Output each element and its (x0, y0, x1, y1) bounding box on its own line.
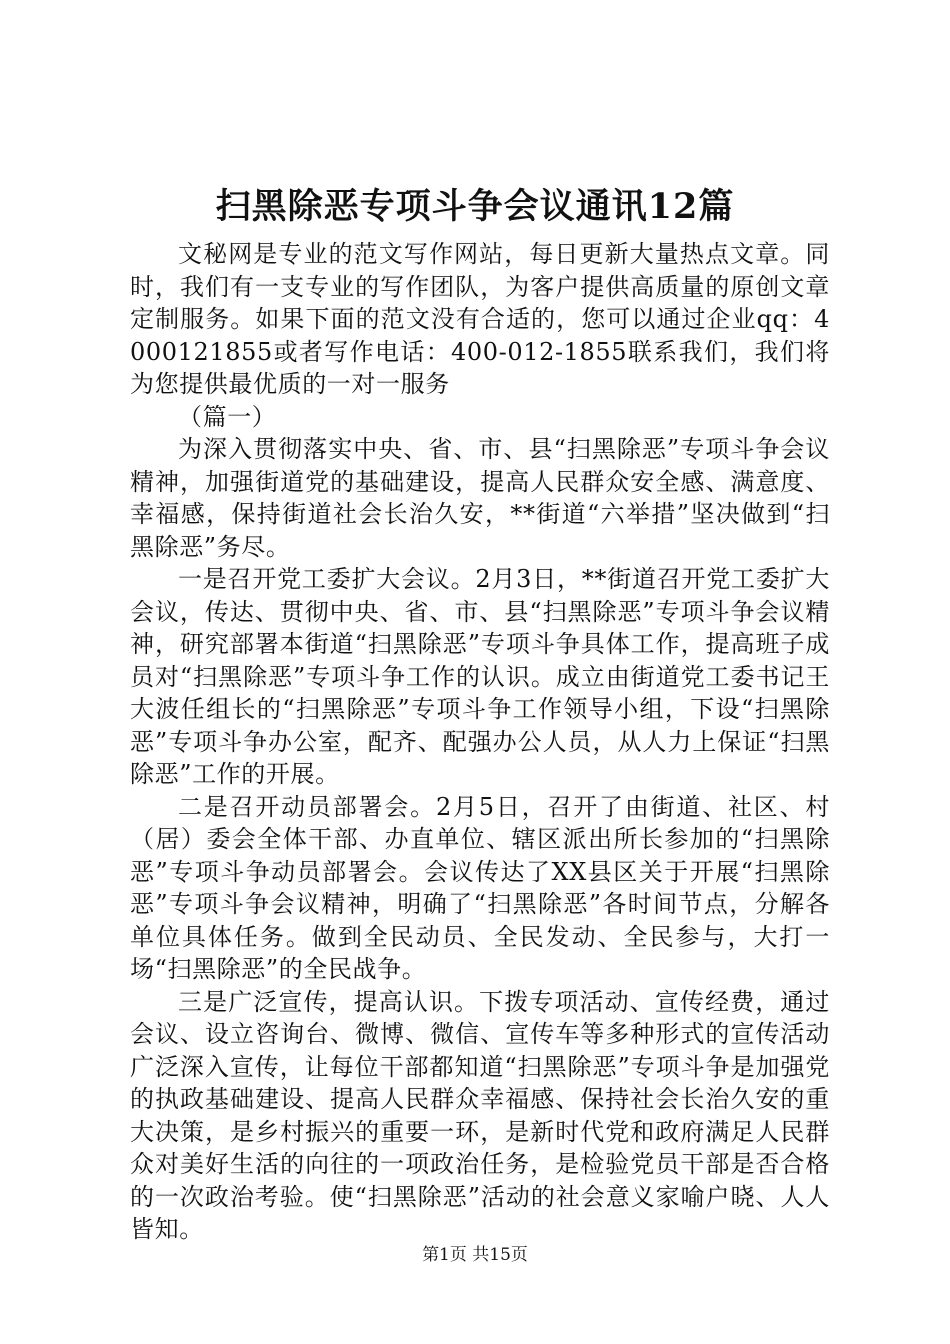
body-paragraph: 一是召开党工委扩大会议。2月3日，**街道召开党工委扩大会议，传达、贯彻中央、省、市、县“扫黑除恶”专项斗争会议精神，研究部署本街道“扫黑除恶”专项斗争具体工作，提高班子成员对“扫黑除恶”专项斗争工作的认识。成立由街道党工委书记王大波任组长的“扫黑除恶”专项斗争工作领导小组，下设“扫黑除恶”专项斗争办公室，配齐、配强办公人员，从人力上保证“扫黑除恶”工作的开展。 (130, 565, 830, 788)
body-paragraph: 三是广泛宣传，提高认识。下拨专项活动、宣传经费，通过会议、设立咨询台、微博、微信、宣传车等多种形式的宣传活动广泛深入宣传，让每位干部都知道“扫黑除恶”专项斗争是加强党的执政基础建设、提高人民群众幸福感、保持社会长治久安的重大决策，是乡村振兴的重要一环，是新时代党和政府满足人民群众对美好生活的向往的一项政治任务，是检验党员干部是否合格的一次政治考验。使“扫黑除恶”活动的社会意义家喻户晓、人人皆知。 (130, 987, 830, 1243)
body-paragraph: 为深入贯彻落实中央、省、市、县“扫黑除恶”专项斗争会议精神，加强街道党的基础建设，提高人民群众安全感、满意度、幸福感，保持街道社会长治久安，**街道“六举措”坚决做到“扫黑除恶”务尽。 (130, 435, 830, 561)
page-number-footer: 第1页 共15页 (422, 1245, 528, 1265)
intro-paragraph: 文秘网是专业的范文写作网站，每日更新大量热点文章。同时，我们有一支专业的写作团队，为客户提供高质量的原创文章定制服务。如果下面的范文没有合适的，您可以通过企业qq：4000121855或者写作电话：400-012-1855联系我们，我们将为您提供最优质的一对一服务 (130, 240, 830, 398)
body-paragraph: 二是召开动员部署会。2月5日，召开了由街道、社区、村（居）委会全体干部、办直单位、辖区派出所长参加的“扫黑除恶”专项斗争动员部署会。会议传达了XX县区关于开展“扫黑除恶”专项斗争会议精神，明确了“扫黑除恶”各时间节点，分解各单位具体任务。做到全民动员、全民发动、全民参与，大打一场“扫黑除恶”的全民战争。 (130, 792, 830, 983)
section-heading: （篇一） (178, 402, 277, 431)
document-body (130, 238, 830, 1246)
document-title: 扫黑除恶专项斗争会议通讯12篇 (215, 186, 735, 227)
